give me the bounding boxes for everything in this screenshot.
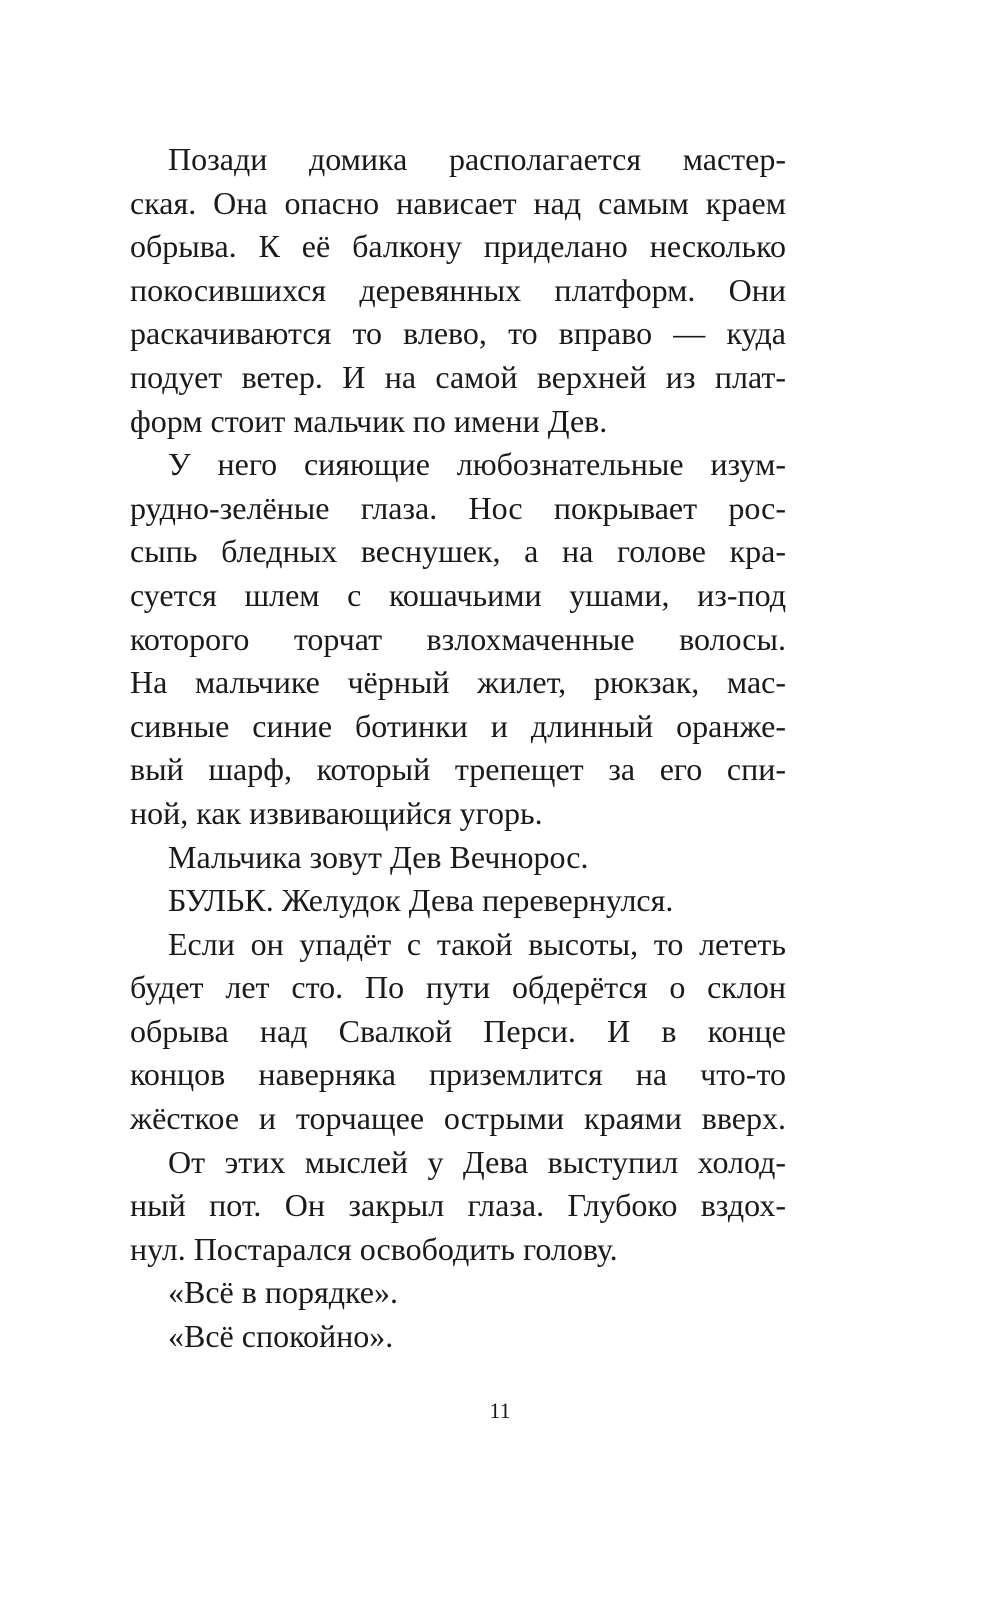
- text-line: От этих мыслей у Дева выступил холод-: [168, 1143, 786, 1180]
- text-line: будет лет сто. По пути обдерётся о склон: [130, 969, 786, 1006]
- text-line: обрыва. К её балкону приделано несколько: [130, 228, 786, 265]
- text-line: Мальчика зовут Дев Вечнорос.: [168, 838, 589, 875]
- text-line: БУЛЬК. Желудок Дева перевернулся.: [168, 882, 674, 919]
- text-line: ская. Она опасно нависает над самым краем: [130, 184, 786, 221]
- text-line: раскачиваются то влево, то вправо — куда: [130, 315, 786, 352]
- text-line: обрыва над Свалкой Перси. И в конце: [130, 1012, 786, 1049]
- text-line: Позади домика располагается мастер-: [168, 141, 786, 177]
- body-text: [130, 138, 786, 1359]
- text-line: вый шарф, который трепещет за его спи-: [130, 751, 786, 788]
- text-line: которого торчат взлохмаченные волосы.: [130, 620, 786, 657]
- text-line: рудно-зелёные глаза. Нос покрывает рос-: [130, 489, 786, 526]
- text-line: ный пот. Он закрыл глаза. Глубоко вздох-: [130, 1187, 786, 1224]
- text-line: У него сияющие любознательные изум-: [168, 446, 786, 483]
- text-line: Если он упадёт с такой высоты, то лететь: [168, 925, 786, 962]
- text-line: «Всё в порядке».: [168, 1274, 398, 1311]
- text-line: покосившихся деревянных платформ. Они: [130, 271, 786, 308]
- page-number: 11: [489, 1398, 511, 1423]
- text-line: концов наверняка приземлится на что-то: [130, 1056, 786, 1093]
- text-line: «Всё спокойно».: [168, 1318, 394, 1355]
- text-line: На мальчике чёрный жилет, рюкзак, мас-: [130, 664, 786, 701]
- text-line: суется шлем с кошачьими ушами, из-под: [130, 576, 786, 613]
- text-line: нул. Постарался освободить голову.: [130, 1230, 618, 1267]
- text-line: подует ветер. И на самой верхней из плат-: [130, 358, 786, 395]
- text-line: ной, как извивающийся угорь.: [130, 794, 543, 831]
- text-line: сыпь бледных веснушек, а на голове кра-: [130, 533, 786, 570]
- text-line: форм стоит мальчик по имени Дев.: [130, 402, 608, 439]
- text-line: сивные синие ботинки и длинный оранже-: [130, 707, 786, 744]
- text-line: жёсткое и торчащее острыми краями вверх.: [130, 1100, 786, 1137]
